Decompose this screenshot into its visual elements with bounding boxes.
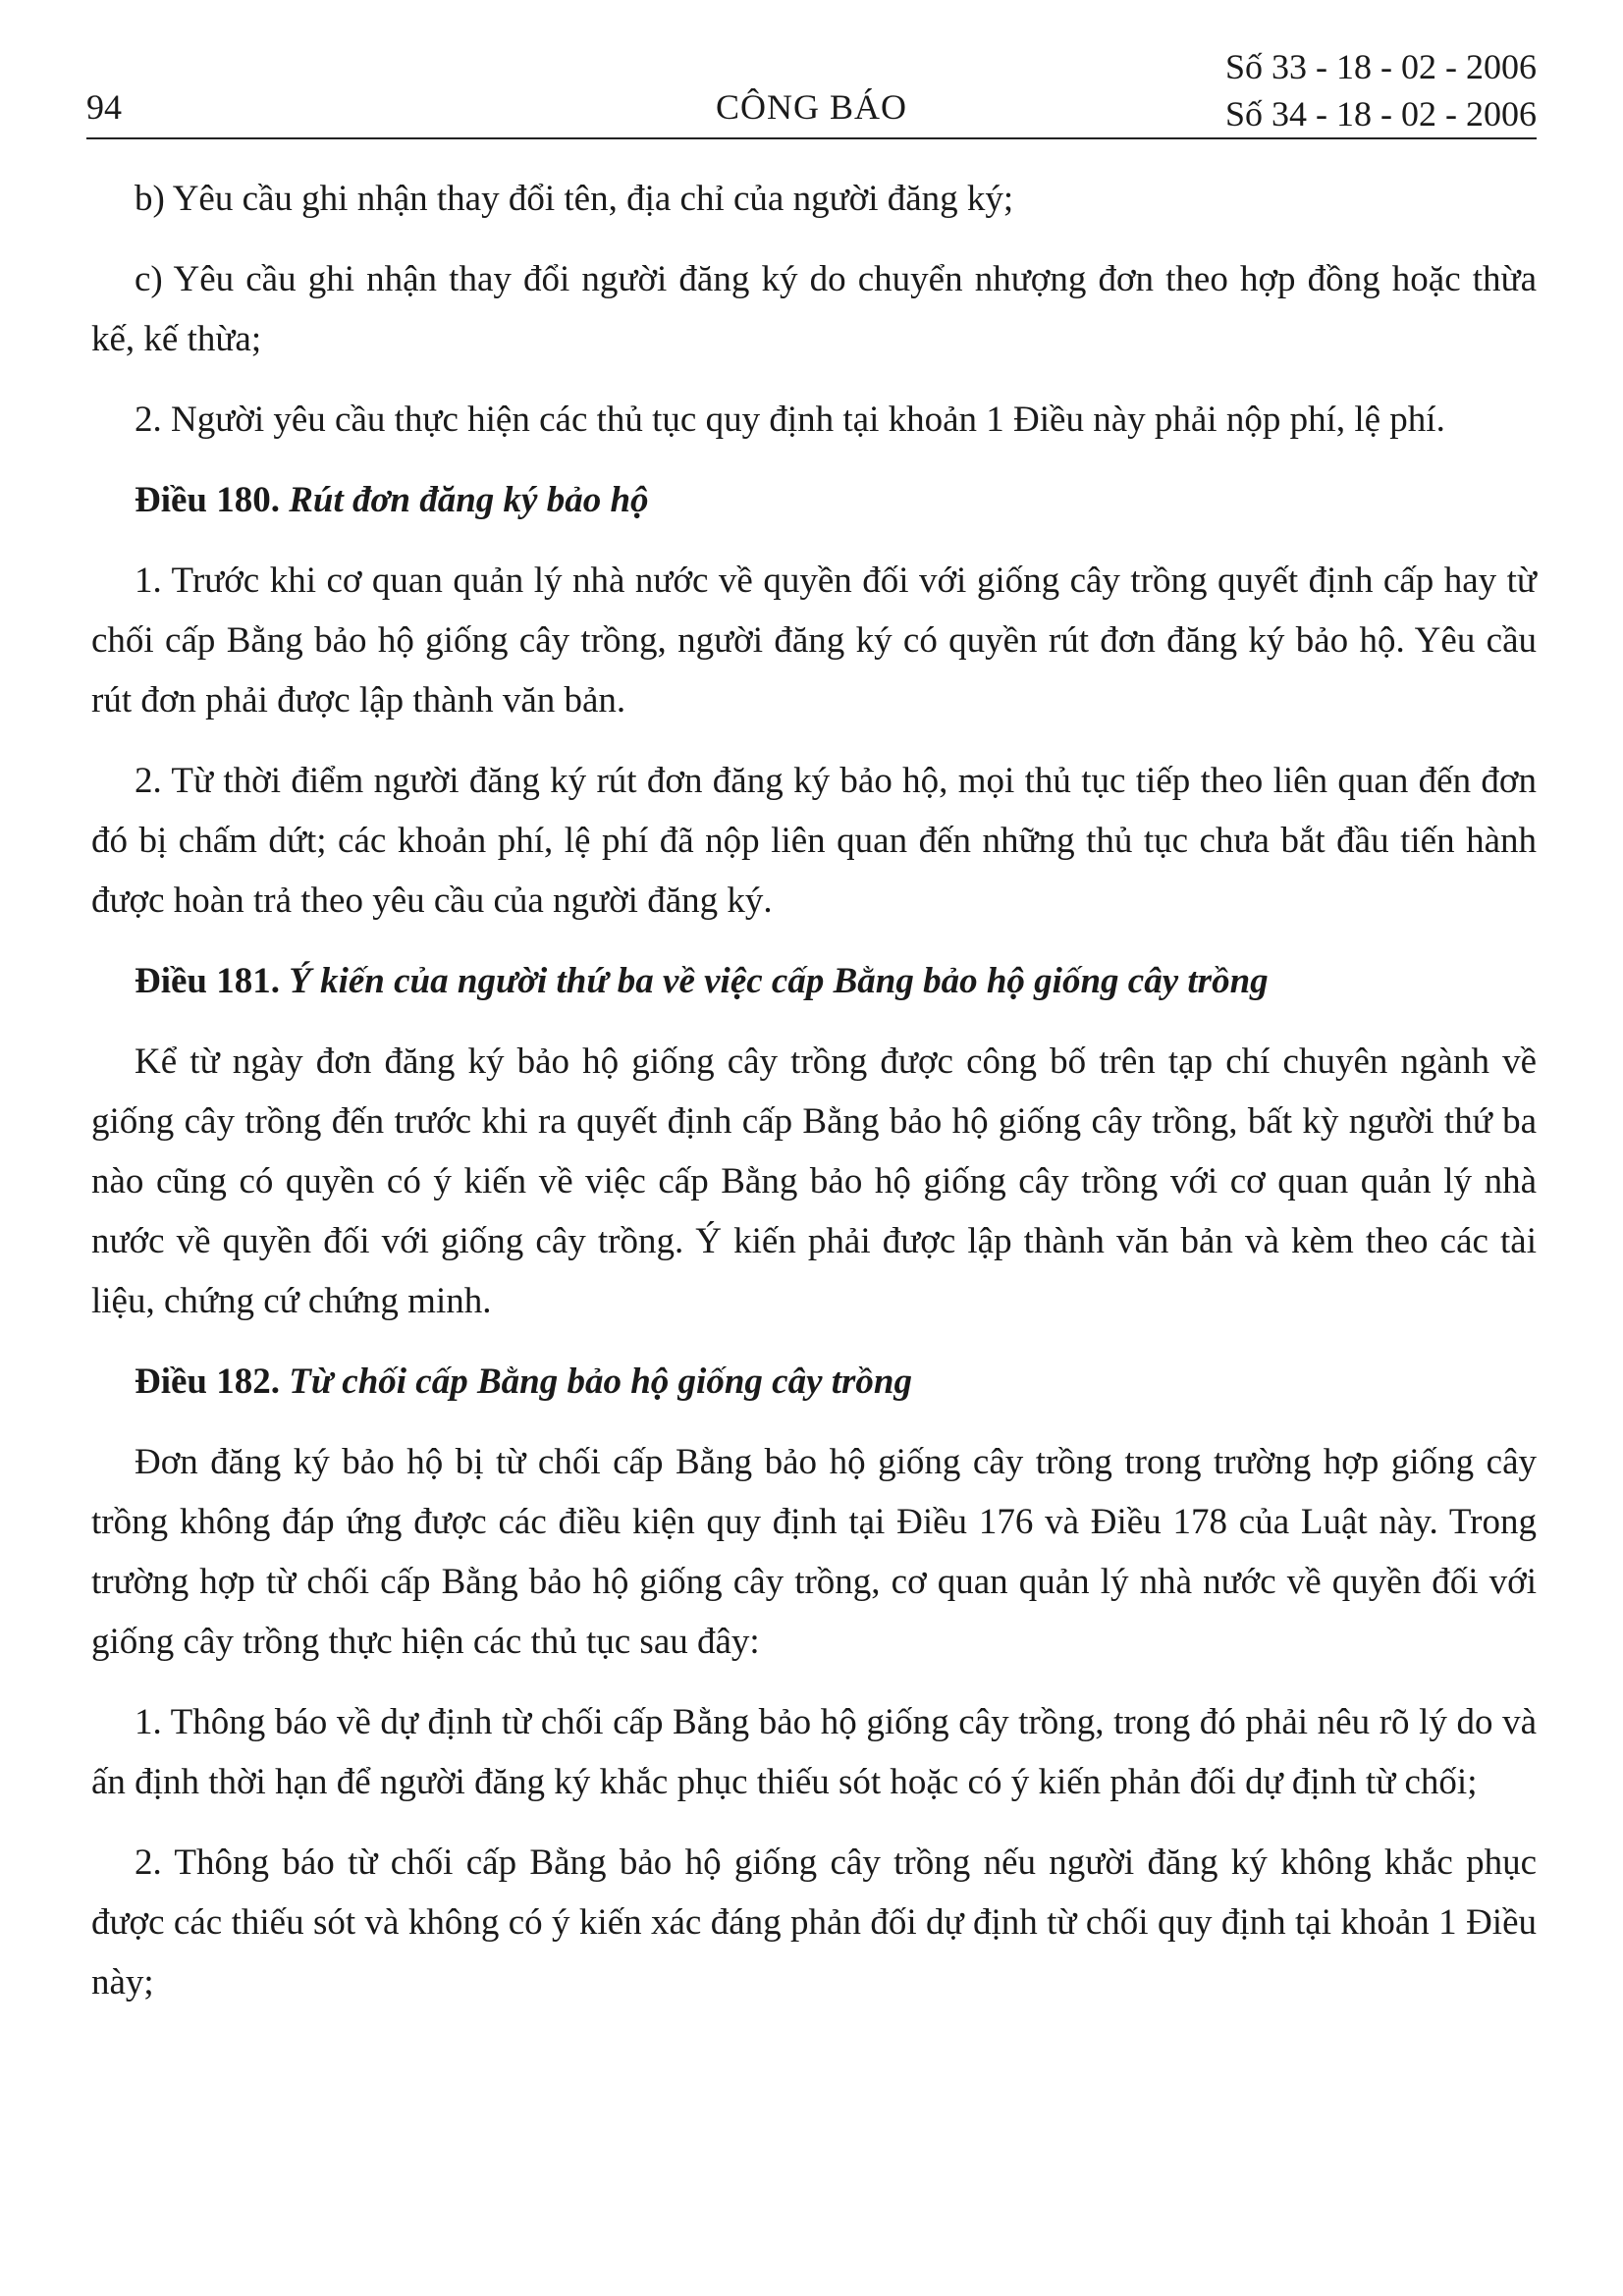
issue-numbers bbox=[1225, 43, 1537, 137]
article-paragraph: Kể từ ngày đơn đăng ký bảo hộ giống cây trồng được công bố trên tạp chí chuyên ngành về giống cây trồng đến trước khi ra quyết định cấp Bằng bảo hộ giống cây trồng, bất kỳ người thứ ba nào cũng có quyền có ý kiến về việc cấp Bằng bảo hộ giống cây trồng với cơ quan quản lý nhà nước về quyền đối với giống cây trồng. Ý kiến phải được lập thành văn bản và kèm theo các tài liệu, chứng cứ chứng minh. bbox=[91, 1041, 1537, 1321]
article-paragraph: 2. Từ thời điểm người đăng ký rút đơn đăng ký bảo hộ, mọi thủ tục tiếp theo liên quan đến đơn đó bị chấm dứt; các khoản phí, lệ phí đã nộp liên quan đến những thủ tục chưa bắt đầu tiến hành được hoàn trả theo yêu cầu của người đăng ký. bbox=[91, 761, 1537, 921]
article-title: Từ chối cấp Bằng bảo hộ giống cây trồng bbox=[289, 1362, 913, 1402]
document-body bbox=[91, 169, 1537, 2033]
article-number: Điều 182. bbox=[135, 1362, 280, 1402]
article-title: Rút đơn đăng ký bảo hộ bbox=[289, 480, 649, 520]
article-paragraph: 1. Thông báo về dự định từ chối cấp Bằng bảo hộ giống cây trồng, trong đó phải nêu rõ lý do và ấn định thời hạn để người đăng ký khắc phục thiếu sót hoặc có ý kiến phản đối dự định từ chối; bbox=[91, 1702, 1537, 1802]
article-paragraph: Đơn đăng ký bảo hộ bị từ chối cấp Bằng bảo hộ giống cây trồng trong trường hợp giống cây trồng không đáp ứng được các điều kiện quy định tại Điều 176 và Điều 178 của Luật này. Trong trường hợp từ chối cấp Bằng bảo hộ giống cây trồng, cơ quan quản lý nhà nước về quyền đối với giống cây trồng thực hiện các thủ tục sau đây: bbox=[91, 1442, 1537, 1662]
page-header bbox=[0, 0, 1623, 137]
article-paragraph: 1. Trước khi cơ quan quản lý nhà nước về quyền đối với giống cây trồng quyết định cấp hay từ chối cấp Bằng bảo hộ giống cây trồng, người đăng ký có quyền rút đơn đăng ký bảo hộ. Yêu cầu rút đơn phải được lập thành văn bản. bbox=[91, 561, 1537, 721]
clause-item-b: b) Yêu cầu ghi nhận thay đổi tên, địa chỉ của người đăng ký; bbox=[135, 179, 1014, 219]
article-181-heading bbox=[91, 951, 1537, 1011]
article-title: Ý kiến của người thứ ba về việc cấp Bằng bảo hộ giống cây trồng bbox=[289, 961, 1269, 1001]
gazette-title: CÔNG BÁO bbox=[715, 87, 907, 127]
clause-fees: 2. Người yêu cầu thực hiện các thủ tục quy định tại khoản 1 Điều này phải nộp phí, lệ phí. bbox=[135, 400, 1445, 440]
article-number: Điều 180. bbox=[135, 480, 280, 520]
header-divider bbox=[86, 137, 1537, 139]
issue-number: Số 34 - 18 - 02 - 2006 bbox=[1225, 94, 1537, 133]
clause-item-c: c) Yêu cầu ghi nhận thay đổi người đăng ký do chuyển nhượng đơn theo hợp đồng hoặc thừa kế, kế thừa; bbox=[91, 259, 1537, 359]
article-180-heading bbox=[91, 470, 1537, 530]
article-paragraph: 2. Thông báo từ chối cấp Bằng bảo hộ giống cây trồng nếu người đăng ký không khắc phục được các thiếu sót và không có ý kiến xác đáng phản đối dự định từ chối quy định tại khoản 1 Điều này; bbox=[91, 1842, 1537, 2002]
page-number: 94 bbox=[86, 87, 122, 127]
article-182-heading bbox=[91, 1352, 1537, 1412]
issue-number: Số 33 - 18 - 02 - 2006 bbox=[1225, 47, 1537, 86]
article-number: Điều 181. bbox=[135, 961, 280, 1001]
